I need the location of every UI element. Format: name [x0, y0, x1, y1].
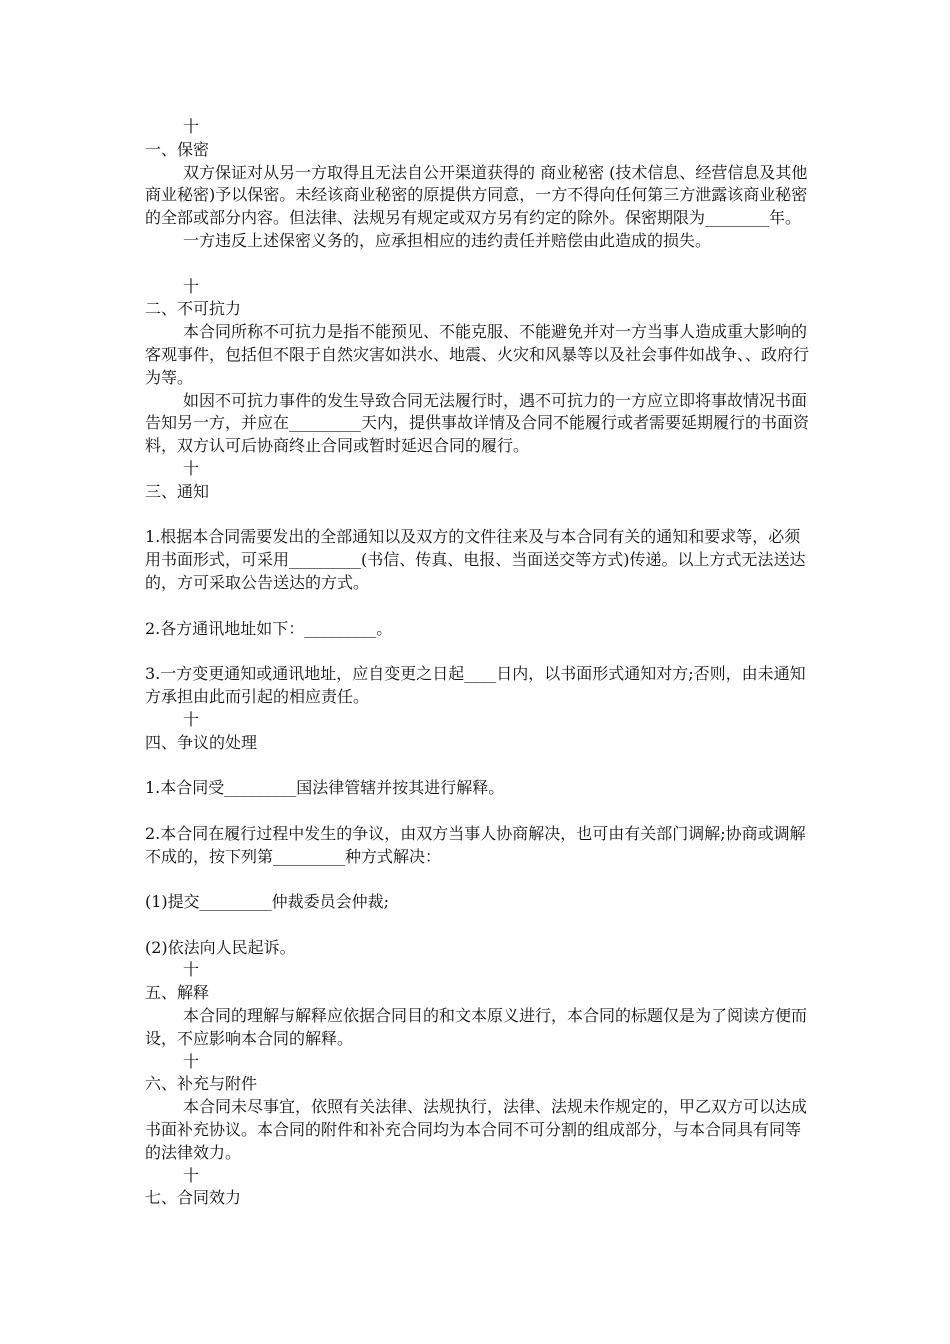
clause-item: (2)依法向人民起诉。	[145, 937, 296, 957]
clause-item: 1.根据本合同需要发出的全部通知以及双方的文件往来及与本合同有关的通知和要求等，必须用书面形式，可采用_________(书信、传真、电报、当面送交等方式)传递。以上方式无法送达的，方可采取公告送达的方式。	[145, 527, 806, 592]
section-separator: 十	[183, 117, 200, 136]
section-separator: 十	[183, 458, 200, 478]
section-separator: 十	[183, 709, 200, 729]
section-force-majeure	[145, 276, 810, 458]
clause-item: 3.一方变更通知或通讯地址，应自变更之日起____日内，以书面形式通知对方;否则，由未通知方承担由此而引起的相应责任。	[145, 664, 806, 706]
section-heading: 五、解释	[145, 983, 210, 1003]
paragraph: 如因不可抗力事件的发生导致合同无法履行时，遇不可抗力的一方应立即将事故情况书面告知另一方，并应在_________天内，提供事故详情及合同不能履行或者需要延期履行的书面资料，双方认可后协商终止合同或暂时延迟合同的履行。	[145, 390, 810, 456]
clause-item: 2.各方通讯地址如下：_________。	[145, 618, 393, 638]
section-heading: 三、通知	[145, 481, 210, 501]
section-heading: 一、保密	[145, 139, 210, 159]
clause-item: 1.本合同受_________国法律管辖并按其进行解释。	[145, 778, 505, 798]
section-interpretation	[145, 959, 810, 1050]
section-heading: 四、争议的处理	[145, 732, 258, 752]
section-dispute	[145, 709, 810, 960]
section-notice	[145, 458, 810, 709]
section-heading: 六、补充与附件	[145, 1074, 258, 1094]
section-separator: 十	[183, 960, 200, 980]
section-confidentiality	[145, 116, 810, 253]
section-heading: 二、不可抗力	[145, 299, 242, 319]
paragraph: 本合同所称不可抗力是指不能预见、不能克服、不能避免并对一方当事人造成重大影响的客观事件，包括但不限于自然灾害如洪水、地震、火灾和风暴等以及社会事件如战争、、政府行为等。	[145, 322, 810, 387]
clause-item: 2.本合同在履行过程中发生的争议，由双方当事人协商解决，也可由有关部门调解;协商或调解不成的，按下列第_________种方式解决：	[145, 823, 806, 866]
section-separator: 十	[183, 276, 200, 296]
paragraph: 双方保证对从另一方取得且无法自公开渠道获得的 商业秘密 (技术信息、经营信息及其他商业秘密)予以保密。未经该商业秘密的原提供方同意，一方不得向任何第三方泄露该商业秘密的全部或部分内容。但法律、法规另有规定或双方另有约定的除外。保密期限为________年。	[145, 162, 808, 228]
document-page	[145, 116, 810, 1210]
paragraph: 一方违反上述保密义务的，应承担相应的违约责任并赔偿由此造成的损失。	[183, 230, 712, 250]
section-separator: 十	[183, 1051, 200, 1071]
paragraph: 本合同未尽事宜，依照有关法律、法规执行，法律、法规未作规定的，甲乙双方可以达成书面补充协议。本合同的附件和补充合同均为本合同不可分割的组成部分，与本合同具有同等的法律效力。	[145, 1097, 808, 1162]
paragraph: 本合同的理解与解释应依据合同目的和文本原义进行，本合同的标题仅是为了阅读方便而设，不应影响本合同的解释。	[145, 1006, 808, 1048]
section-validity	[145, 1165, 810, 1211]
section-separator: 十	[183, 1165, 200, 1185]
section-heading: 七、合同效力	[145, 1188, 242, 1208]
section-supplements	[145, 1051, 810, 1165]
clause-item: (1)提交_________仲裁委员会仲裁;	[145, 892, 390, 912]
